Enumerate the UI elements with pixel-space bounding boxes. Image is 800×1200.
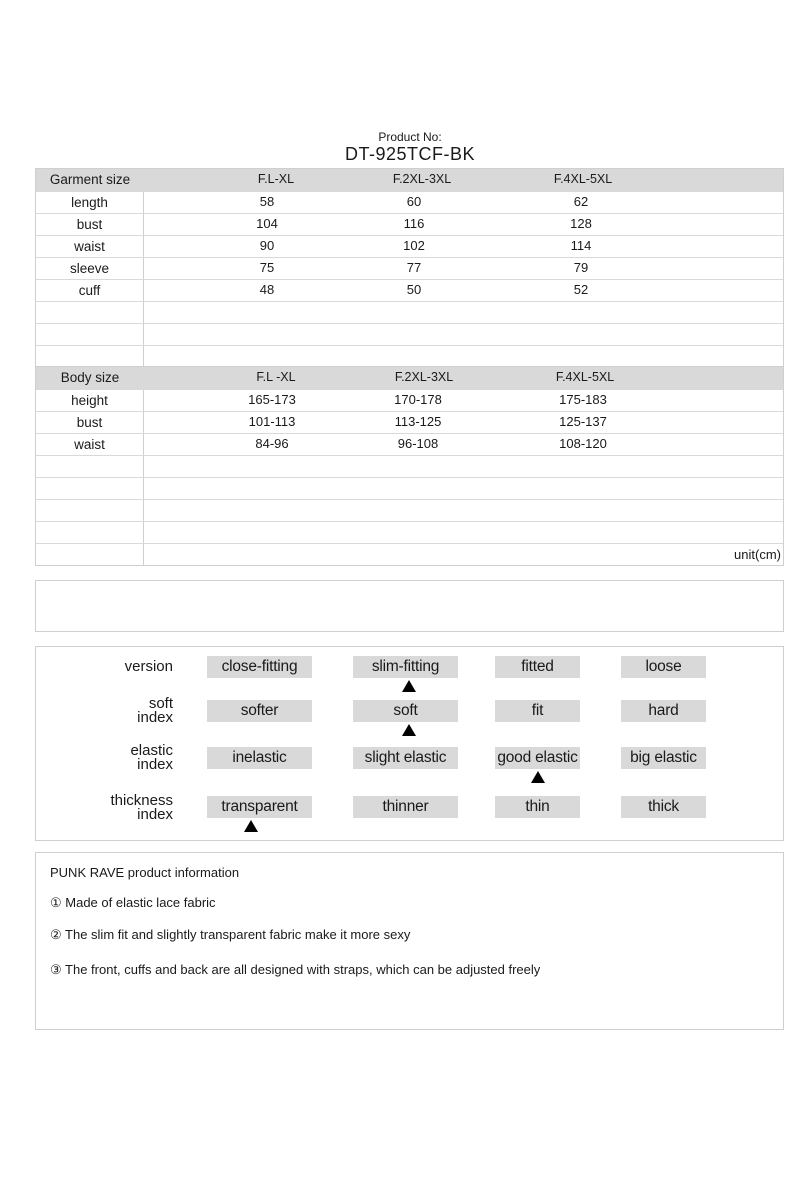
table-cell: 90 — [259, 238, 275, 253]
body-size-table — [35, 366, 784, 566]
row-label: height — [36, 390, 144, 411]
table-cell: 108-120 — [559, 436, 607, 451]
empty-row — [36, 455, 783, 477]
empty-row — [36, 477, 783, 499]
product-number-label: Product No: — [378, 130, 442, 144]
header-cell: F.L -XL — [256, 370, 296, 384]
table-header-row — [36, 367, 783, 389]
table-cell: 102 — [403, 238, 425, 253]
table-cell: 84-96 — [255, 436, 289, 451]
header-cell: Body size — [60, 370, 120, 385]
header-cell: F.2XL-3XL — [392, 172, 452, 186]
row-label: waist — [36, 236, 144, 257]
product-info-box — [35, 852, 784, 1030]
header-cell: F.L-XL — [257, 172, 295, 186]
fit-row-label: thickness — [110, 792, 173, 809]
header-cell: F.2XL-3XL — [394, 370, 454, 384]
row-label: waist — [36, 434, 144, 455]
table-row — [36, 235, 783, 257]
table-row — [36, 279, 783, 301]
fit-option: fit — [495, 700, 580, 722]
info-item: ① Made of elastic lace fabric — [50, 895, 216, 910]
fit-option: slight elastic — [353, 747, 458, 769]
selected-marker-icon — [402, 680, 416, 692]
fit-option: slim-fitting — [353, 656, 458, 678]
row-label: cuff — [36, 280, 144, 301]
header-cell: Garment size — [49, 172, 131, 187]
table-cell: 77 — [406, 260, 422, 275]
table-cell: 48 — [259, 282, 275, 297]
header-cell: F.4XL-5XL — [553, 172, 613, 186]
fit-row-label: index — [137, 709, 173, 726]
table-cell: 175-183 — [559, 392, 607, 407]
table-row — [36, 257, 783, 279]
table-row — [36, 411, 783, 433]
fit-option: loose — [621, 656, 706, 678]
selected-marker-icon — [402, 724, 416, 736]
table-cell: 79 — [573, 260, 589, 275]
row-label: bust — [36, 412, 144, 433]
row-label: length — [36, 192, 144, 213]
fit-option: close-fitting — [207, 656, 312, 678]
table-cell: 75 — [259, 260, 275, 275]
table-row — [36, 389, 783, 411]
garment-size-table — [35, 168, 784, 368]
fit-row-label: index — [137, 756, 173, 773]
table-row — [36, 213, 783, 235]
unit-row — [36, 543, 783, 565]
fit-option: transparent — [207, 796, 312, 818]
fit-option: softer — [207, 700, 312, 722]
selected-marker-icon — [244, 820, 258, 832]
table-cell: 52 — [573, 282, 589, 297]
empty-row — [36, 301, 783, 323]
table-cell: 50 — [406, 282, 422, 297]
fit-option: soft — [353, 700, 458, 722]
table-cell: 128 — [570, 216, 592, 231]
table-cell: 170-178 — [394, 392, 442, 407]
fit-chart — [35, 646, 784, 841]
table-row — [36, 191, 783, 213]
table-header-row — [36, 169, 783, 191]
fit-option: thinner — [353, 796, 458, 818]
table-cell: 58 — [259, 194, 275, 209]
fit-row-label: elastic — [130, 742, 173, 759]
info-item: ② The slim fit and slightly transparent fabric make it more sexy — [50, 927, 411, 942]
fit-option: thick — [621, 796, 706, 818]
table-cell: 114 — [570, 238, 592, 253]
table-cell: 113-125 — [394, 414, 442, 429]
table-cell: 60 — [406, 194, 422, 209]
table-cell: 104 — [256, 216, 278, 231]
empty-row — [36, 323, 783, 345]
fit-row-label: soft — [148, 695, 173, 712]
table-cell: 62 — [573, 194, 589, 209]
fit-option: thin — [495, 796, 580, 818]
info-title: PUNK RAVE product information — [50, 865, 240, 880]
unit-label: unit(cm) — [734, 547, 781, 562]
note-box — [35, 580, 784, 632]
info-item: ③ The front, cuffs and back are all designed with straps, which can be adjusted freely — [50, 962, 541, 977]
table-cell: 125-137 — [559, 414, 607, 429]
empty-row — [36, 345, 783, 367]
table-cell: 165-173 — [248, 392, 296, 407]
fit-row-label: index — [137, 806, 173, 823]
empty-row — [36, 499, 783, 521]
fit-option: hard — [621, 700, 706, 722]
empty-row — [36, 521, 783, 543]
table-cell: 96-108 — [397, 436, 439, 451]
row-label: sleeve — [36, 258, 144, 279]
table-cell: 116 — [403, 216, 425, 231]
selected-marker-icon — [531, 771, 545, 783]
product-number: DT-925TCF-BK — [344, 144, 476, 164]
row-label: bust — [36, 214, 144, 235]
fit-option: inelastic — [207, 747, 312, 769]
fit-option: good elastic — [495, 747, 580, 769]
table-row — [36, 433, 783, 455]
fit-option: big elastic — [621, 747, 706, 769]
table-cell: 101-113 — [248, 414, 296, 429]
header-cell: F.4XL-5XL — [555, 370, 615, 384]
fit-option: fitted — [495, 656, 580, 678]
fit-row-label: version — [124, 658, 173, 675]
